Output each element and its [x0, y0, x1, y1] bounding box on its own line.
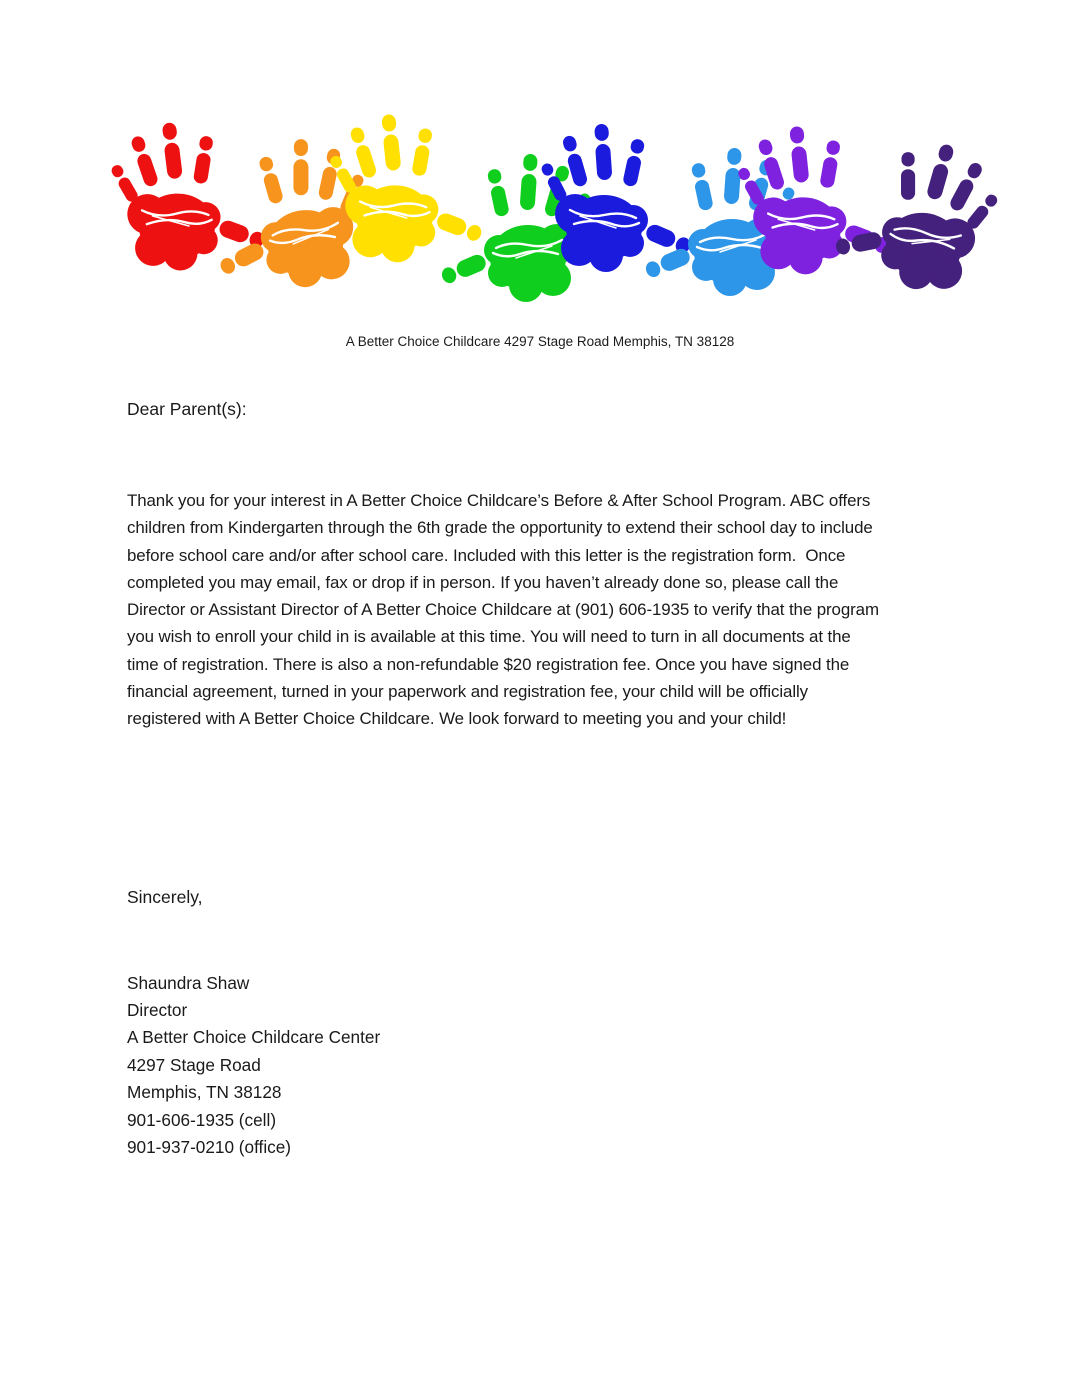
signature-line: 901-606-1935 (cell) [127, 1109, 277, 1130]
body-line: time of registration. There is also a non-refundable $20 registration fee. Once you have signed the [127, 654, 850, 674]
signature-line: Director [127, 1000, 188, 1021]
body-line: children from Kindergarten through the 6th grade the opportunity to extend their school day to include [127, 518, 873, 538]
closing: Sincerely, [127, 886, 203, 907]
body-line: before school care and/or after school care. Included with this letter is the registration form. Once [127, 545, 846, 565]
body-line: Director or Assistant Director of A Better Choice Childcare at (901) 606-1935 to verify that the program [127, 600, 879, 620]
salutation: Dear Parent(s): [127, 399, 247, 419]
body-line: registered with A Better Choice Childcare. We look forward to meeting you and your child! [127, 709, 787, 729]
letter-content [127, 397, 945, 1162]
handprint-yellow [326, 111, 484, 265]
handprints-banner [0, 112, 1080, 324]
letter-body [127, 487, 945, 733]
letterhead-address: A Better Choice Childcare 4297 Stage Road Memphis, TN 38128 [345, 334, 735, 349]
handprint-dark-purple [828, 125, 1009, 302]
signature-block [127, 970, 945, 1162]
body-line: Thank you for your interest in A Better Choice Childcare’s Before & After School Program. ABC offers [127, 491, 871, 510]
signature-line: A Better Choice Childcare Center [127, 1027, 381, 1048]
signature-line: 4297 Stage Road [127, 1054, 261, 1075]
body-line: you wish to enroll your child in is available at this time. You will need to turn in all documents at the [127, 627, 851, 647]
body-line: financial agreement, turned in your paperwork and registration fee, your child will be officially [127, 682, 808, 702]
body-line: completed you may email, fax or drop if in person. If you haven’t already done so, please call the [127, 572, 839, 592]
signature-line: Memphis, TN 38128 [127, 1082, 282, 1103]
handprints-banner-svg [0, 112, 1080, 324]
signature-line: 901-937-0210 (office) [127, 1137, 292, 1158]
handprint-blue [539, 123, 692, 272]
signature-line: Shaundra Shaw [127, 972, 250, 993]
